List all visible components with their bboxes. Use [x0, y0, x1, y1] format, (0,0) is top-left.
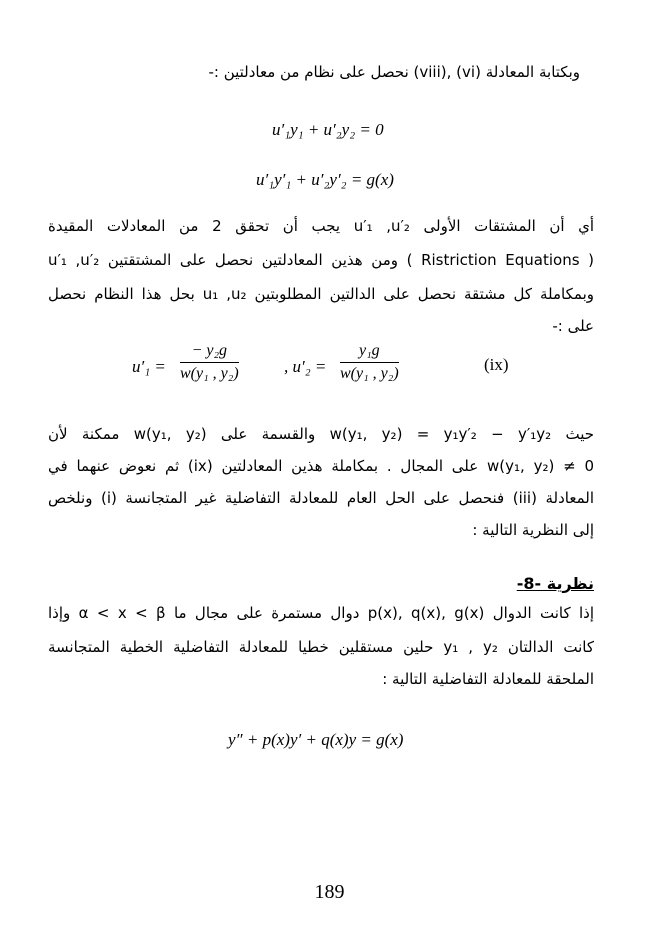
equation-lhs-u1: u′₁ = [132, 357, 166, 376]
fraction-numerator: y₁g [340, 342, 399, 363]
paragraph-line: حيث w(y₁, y₂) = y₁y′₂ − y′₁y₂ والقسمة على w(y₁, y₂) ممكنة لأن [48, 425, 595, 443]
paragraph-line: إذا كانت الدوال p(x), q(x), g(x) دوال مستمرة على مجال ما α < x < β وإذا [48, 604, 595, 622]
paragraph-line: المعادلة (iii) فنحصل على الحل العام للمعادلة التفاضلية غير المتجانسة (i) ونلخص [48, 489, 594, 507]
theorem-equation: y″ + p(x)y′ + q(x)y = g(x) [228, 730, 404, 749]
paragraph-line: w(y₁, y₂) ≠ 0 على المجال . بمكاملة هذين المعادلتين (ix) ثم نعوض عنهما في [48, 457, 594, 475]
paragraph-line: ( Ristriction Equations ) ومن هذين المعادلتين نحصل على المشتقتين u′₁ ,u′₂ [48, 251, 594, 269]
paragraph-line: على :- [552, 317, 594, 335]
paragraph-line: وبمكاملة كل مشتقة نحصل على الدالتين المطلوبتين u₁ ,u₂ بحل هذا النظام نحصل [48, 285, 594, 303]
equation-lhs-u2: , u′₂ = [284, 357, 327, 376]
fraction-denominator: w(y₁ , y₂) [180, 365, 239, 382]
paragraph-line: أي أن المشتقات الأولى u′₁ ,u′₂ يجب أن تحقق 2 من المعادلات المقيدة [48, 217, 595, 235]
fraction-denominator: w(y₁ , y₂) [340, 365, 399, 382]
theorem-heading: نظرية -8- [516, 574, 594, 593]
fraction-u2 [340, 342, 399, 383]
equation-number-ix: (ix) [484, 355, 509, 374]
paragraph-line: كانت الدالتان y₁ , y₂ حلين مستقلين خطيا للمعادلة التفاضلية الخطية المتجانسة [48, 638, 594, 656]
page-number: 189 [314, 881, 345, 903]
paragraph-line: الملحقة للمعادلة التفاضلية التالية : [382, 670, 594, 688]
equation-system-line-1: u′₁y₁ + u′₂y₂ = 0 [272, 120, 384, 139]
fraction-numerator: − y₂g [180, 342, 239, 363]
paragraph-line: وبكتابة المعادلة (vi) ,(viii) نحصل على نظام من معادلتين :- [208, 63, 580, 81]
fraction-u1 [180, 342, 239, 383]
equation-system-line-2: u′₁y′₁ + u′₂y′₂ = g(x) [256, 170, 394, 189]
paragraph-line: إلى النظرية التالية : [472, 521, 594, 539]
